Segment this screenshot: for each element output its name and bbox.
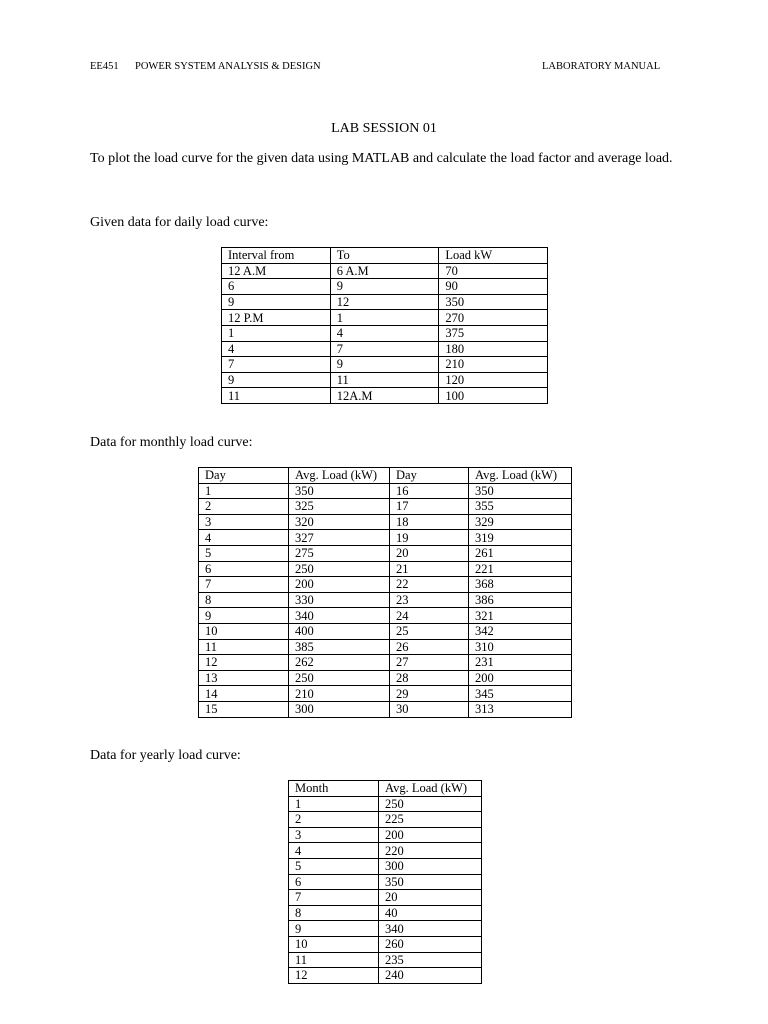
table-cell: 386 (469, 592, 572, 608)
table-cell: 180 (439, 341, 548, 357)
table-header-row (289, 781, 482, 797)
table-cell: 6 (199, 561, 289, 577)
table-row (222, 372, 548, 388)
table-cell: 313 (469, 701, 572, 717)
page-title: LAB SESSION 01 (331, 121, 437, 136)
table-cell: 350 (289, 483, 390, 499)
table-row (199, 499, 572, 515)
table-cell: 20 (390, 545, 469, 561)
table-cell: 15 (199, 701, 289, 717)
table-row (289, 858, 482, 874)
table-cell: 11 (222, 388, 331, 404)
table-cell: 300 (379, 858, 482, 874)
table-cell: 5 (289, 858, 379, 874)
table-cell: 12 P.M (222, 310, 331, 326)
table-row (199, 530, 572, 546)
table-cell: 321 (469, 608, 572, 624)
table-cell: 90 (439, 279, 548, 295)
table-row (199, 577, 572, 593)
table-row (199, 670, 572, 686)
table-cell: 320 (289, 514, 390, 530)
column-header: To (330, 248, 439, 264)
table-cell: 1 (222, 325, 331, 341)
table-row (289, 936, 482, 952)
table-cell: 23 (390, 592, 469, 608)
table-row (222, 263, 548, 279)
table-cell: 310 (469, 639, 572, 655)
table-cell: 27 (390, 655, 469, 671)
table-cell: 12A.M (330, 388, 439, 404)
table-row (222, 279, 548, 295)
table-cell: 330 (289, 592, 390, 608)
table-row (199, 655, 572, 671)
column-header: Interval from (222, 248, 331, 264)
table-cell: 350 (469, 483, 572, 499)
header-course-code: EE451 (90, 61, 119, 72)
daily-table-caption: Given data for daily load curve: (90, 215, 269, 230)
table-cell: 25 (390, 623, 469, 639)
table-cell: 11 (330, 372, 439, 388)
table-cell: 9 (330, 279, 439, 295)
table-cell: 6 A.M (330, 263, 439, 279)
table-row (222, 341, 548, 357)
yearly-table-caption: Data for yearly load curve: (90, 748, 241, 763)
table-row (289, 827, 482, 843)
table-row (289, 921, 482, 937)
column-header: Load kW (439, 248, 548, 264)
table-cell: 8 (199, 592, 289, 608)
table-cell: 7 (330, 341, 439, 357)
table-cell: 3 (199, 514, 289, 530)
table-cell: 325 (289, 499, 390, 515)
table-row (199, 701, 572, 717)
table-header-row (199, 468, 572, 484)
table-cell: 5 (199, 545, 289, 561)
table-cell: 10 (199, 623, 289, 639)
table-cell: 4 (222, 341, 331, 357)
table-cell: 30 (390, 701, 469, 717)
table-cell: 340 (379, 921, 482, 937)
column-header: Avg. Load (kW) (469, 468, 572, 484)
objective-text: To plot the load curve for the given data using MATLAB and calculate the load factor and average load. (90, 151, 673, 166)
table-cell: 250 (289, 670, 390, 686)
table-cell: 1 (289, 796, 379, 812)
column-header: Month (289, 781, 379, 797)
table-cell: 12 (199, 655, 289, 671)
table-row (199, 686, 572, 702)
table-cell: 4 (289, 843, 379, 859)
table-cell: 210 (439, 357, 548, 373)
table-cell: 368 (469, 577, 572, 593)
table-cell: 250 (289, 561, 390, 577)
table-cell: 6 (222, 279, 331, 295)
table-row (199, 608, 572, 624)
monthly-load-table (198, 467, 572, 718)
yearly-load-table (288, 780, 482, 984)
table-row (222, 388, 548, 404)
table-cell: 13 (199, 670, 289, 686)
header-manual-label: LABORATORY MANUAL (542, 61, 661, 72)
table-row (289, 843, 482, 859)
header-course-title: POWER SYSTEM ANALYSIS & DESIGN (135, 61, 321, 72)
table-cell: 7 (222, 357, 331, 373)
table-row (222, 310, 548, 326)
table-cell: 17 (390, 499, 469, 515)
table-row (199, 623, 572, 639)
table-cell: 2 (289, 812, 379, 828)
table-cell: 221 (469, 561, 572, 577)
table-row (222, 357, 548, 373)
table-cell: 220 (379, 843, 482, 859)
table-cell: 350 (439, 294, 548, 310)
table-cell: 11 (199, 639, 289, 655)
table-cell: 200 (289, 577, 390, 593)
table-cell: 19 (390, 530, 469, 546)
table-cell: 100 (439, 388, 548, 404)
column-header: Avg. Load (kW) (379, 781, 482, 797)
table-cell: 16 (390, 483, 469, 499)
column-header: Day (390, 468, 469, 484)
table-cell: 28 (390, 670, 469, 686)
table-cell: 21 (390, 561, 469, 577)
table-cell: 11 (289, 952, 379, 968)
table-cell: 355 (469, 499, 572, 515)
table-cell: 200 (469, 670, 572, 686)
table-row (289, 874, 482, 890)
table-cell: 400 (289, 623, 390, 639)
table-cell: 231 (469, 655, 572, 671)
table-cell: 10 (289, 936, 379, 952)
table-row (289, 952, 482, 968)
table-cell: 225 (379, 812, 482, 828)
table-cell: 375 (439, 325, 548, 341)
table-cell: 7 (289, 890, 379, 906)
daily-load-table (221, 247, 548, 404)
table-row (289, 905, 482, 921)
table-cell: 261 (469, 545, 572, 561)
table-cell: 18 (390, 514, 469, 530)
table-row (199, 561, 572, 577)
table-cell: 260 (379, 936, 482, 952)
table-cell: 250 (379, 796, 482, 812)
table-cell: 29 (390, 686, 469, 702)
column-header: Avg. Load (kW) (289, 468, 390, 484)
table-cell: 40 (379, 905, 482, 921)
table-cell: 200 (379, 827, 482, 843)
table-cell: 385 (289, 639, 390, 655)
table-cell: 9 (199, 608, 289, 624)
table-row (289, 812, 482, 828)
table-cell: 350 (379, 874, 482, 890)
table-cell: 9 (222, 294, 331, 310)
table-row (222, 325, 548, 341)
table-cell: 275 (289, 545, 390, 561)
table-row (199, 483, 572, 499)
table-cell: 1 (199, 483, 289, 499)
table-row (289, 968, 482, 984)
table-cell: 270 (439, 310, 548, 326)
table-cell: 9 (289, 921, 379, 937)
table-cell: 24 (390, 608, 469, 624)
table-cell: 342 (469, 623, 572, 639)
table-cell: 3 (289, 827, 379, 843)
table-cell: 345 (469, 686, 572, 702)
table-row (222, 294, 548, 310)
table-cell: 1 (330, 310, 439, 326)
table-cell: 327 (289, 530, 390, 546)
table-row (199, 639, 572, 655)
table-cell: 26 (390, 639, 469, 655)
table-cell: 240 (379, 968, 482, 984)
table-cell: 120 (439, 372, 548, 388)
table-cell: 6 (289, 874, 379, 890)
table-cell: 70 (439, 263, 548, 279)
column-header: Day (199, 468, 289, 484)
table-cell: 9 (330, 357, 439, 373)
table-cell: 9 (222, 372, 331, 388)
table-cell: 8 (289, 905, 379, 921)
table-cell: 329 (469, 514, 572, 530)
table-cell: 340 (289, 608, 390, 624)
monthly-table-caption: Data for monthly load curve: (90, 435, 253, 450)
table-cell: 319 (469, 530, 572, 546)
table-cell: 14 (199, 686, 289, 702)
table-row (289, 890, 482, 906)
table-cell: 235 (379, 952, 482, 968)
table-header-row (222, 248, 548, 264)
table-cell: 12 A.M (222, 263, 331, 279)
table-cell: 12 (289, 968, 379, 984)
table-cell: 20 (379, 890, 482, 906)
table-cell: 4 (330, 325, 439, 341)
table-cell: 210 (289, 686, 390, 702)
table-cell: 7 (199, 577, 289, 593)
table-cell: 262 (289, 655, 390, 671)
table-cell: 2 (199, 499, 289, 515)
table-row (199, 592, 572, 608)
table-cell: 4 (199, 530, 289, 546)
table-cell: 12 (330, 294, 439, 310)
table-cell: 22 (390, 577, 469, 593)
table-row (199, 514, 572, 530)
table-row (199, 545, 572, 561)
table-row (289, 796, 482, 812)
table-cell: 300 (289, 701, 390, 717)
